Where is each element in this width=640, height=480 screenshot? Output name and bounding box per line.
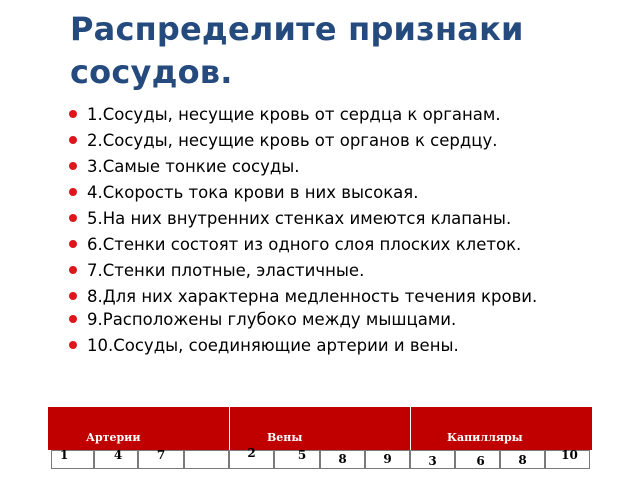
- bullet-dot-icon: [69, 240, 77, 248]
- list-item: [68, 336, 618, 355]
- list-item-text: 8.Для них характерна медленность течения крови.: [87, 287, 538, 306]
- vessel-classification-table: [48, 407, 592, 467]
- list-item: [68, 287, 618, 306]
- column-header-veins: [229, 407, 410, 450]
- list-item: [68, 209, 618, 228]
- bullet-dot-icon: [69, 341, 77, 349]
- bullet-dot-icon: [69, 266, 77, 274]
- list-item-text: 5.На них внутренних стенках имеются клапаны.: [87, 209, 512, 228]
- list-item-text: 7.Стенки плотные, эластичные.: [87, 261, 365, 280]
- table-cell: 5: [274, 450, 320, 469]
- bullet-dot-icon: [69, 110, 77, 118]
- bullet-dot-icon: [69, 136, 77, 144]
- column-header-label: Артерии: [86, 431, 141, 444]
- table-cell: [184, 450, 229, 469]
- column-header-label: Капилляры: [447, 431, 523, 444]
- criteria-list: [68, 105, 618, 362]
- column-header-label: Вены: [267, 431, 303, 444]
- list-item: [68, 183, 618, 202]
- table-cell: 1: [51, 450, 94, 469]
- list-item: [68, 310, 618, 329]
- table-cell: 10: [545, 450, 590, 469]
- list-item-text: 3.Самые тонкие сосуды.: [87, 157, 300, 176]
- column-header-capillaries: [410, 407, 592, 450]
- bullet-dot-icon: [69, 292, 77, 300]
- list-item-text: 10.Сосуды, соединяющие артерии и вены.: [87, 336, 459, 355]
- list-item: [68, 105, 618, 124]
- table-answer-row: [48, 446, 592, 472]
- table-header-row: [48, 407, 592, 450]
- table-cell: 8: [320, 450, 365, 469]
- slide-title: Распределите признаки сосудов.: [70, 10, 524, 91]
- list-item-text: 4.Скорость тока крови в них высокая.: [87, 183, 419, 202]
- bullet-dot-icon: [69, 315, 77, 323]
- list-item: [68, 261, 618, 280]
- bullet-dot-icon: [69, 188, 77, 196]
- bullet-dot-icon: [69, 162, 77, 170]
- table-cell: 3: [410, 450, 455, 469]
- column-header-arteries: [48, 407, 229, 450]
- list-item: [68, 157, 618, 176]
- list-item: [68, 235, 618, 254]
- list-item-text: 9.Расположены глубоко между мышцами.: [87, 310, 457, 329]
- table-cell: 8: [500, 450, 545, 469]
- table-cell: 6: [455, 450, 500, 469]
- table-cell: 9: [365, 450, 410, 469]
- list-item-text: 2.Сосуды, несущие кровь от органов к сердцу.: [87, 131, 498, 150]
- table-cell: 7: [138, 450, 184, 469]
- table-cell: 4: [94, 450, 138, 469]
- bullet-dot-icon: [69, 214, 77, 222]
- table-cell: 2: [229, 450, 274, 469]
- list-item-text: 1.Сосуды, несущие кровь от сердца к органам.: [87, 105, 501, 124]
- list-item-text: 6.Стенки состоят из одного слоя плоских клеток.: [87, 235, 522, 254]
- list-item: [68, 131, 618, 150]
